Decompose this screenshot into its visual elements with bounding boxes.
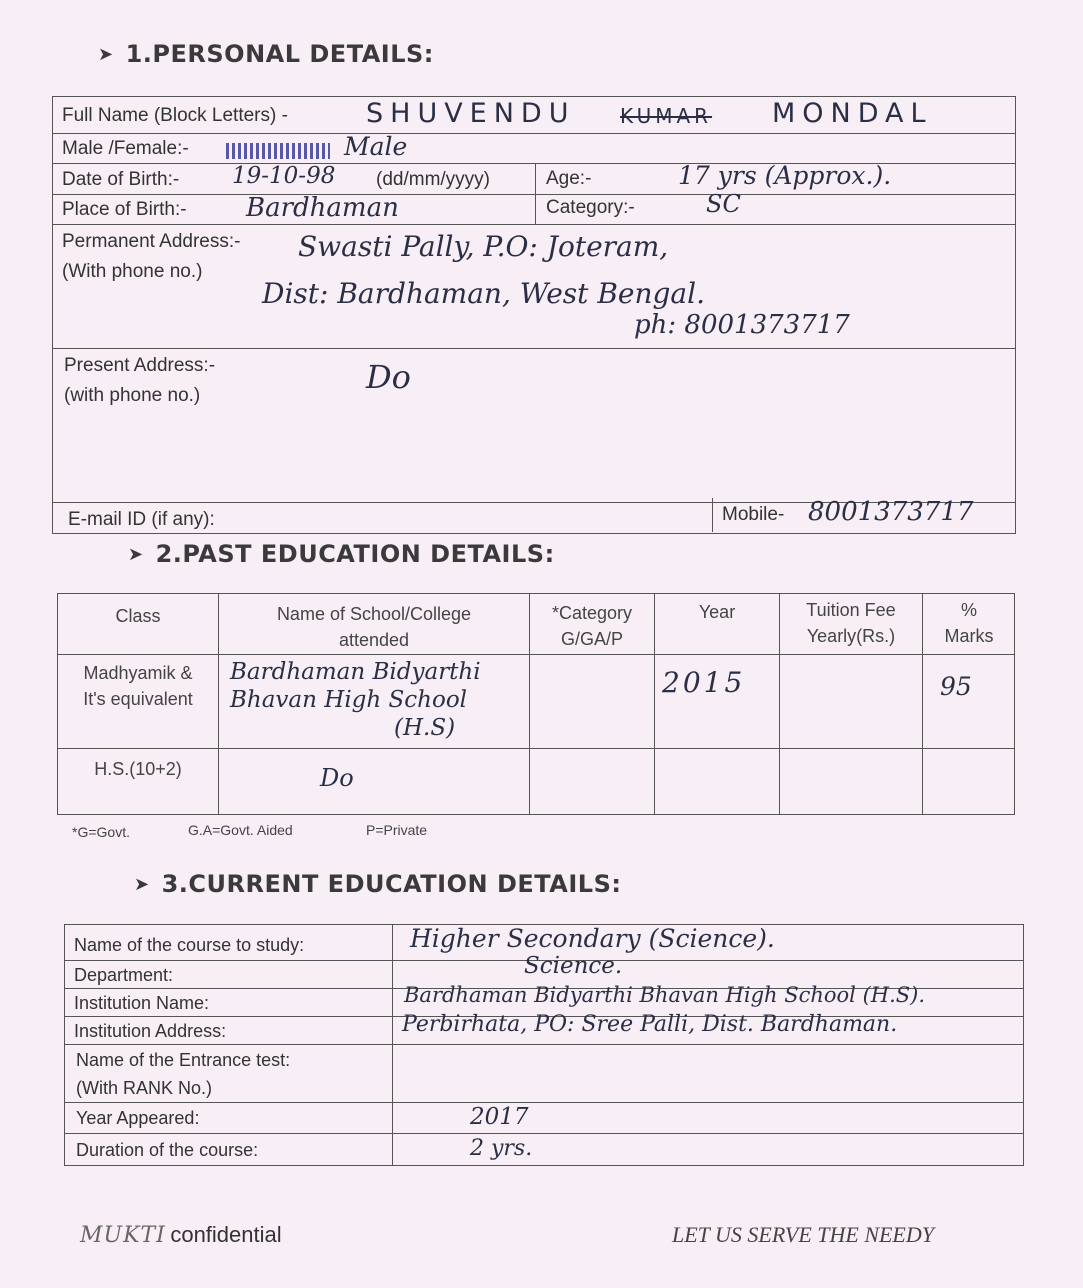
scribble-mark bbox=[226, 143, 330, 159]
present-address-value: Do bbox=[366, 358, 411, 396]
mobile-value: 8001373717 bbox=[808, 497, 974, 527]
year-appeared-value: 2017 bbox=[470, 1104, 529, 1130]
column-header-class: Class bbox=[115, 606, 161, 626]
gender-value: Male bbox=[344, 132, 408, 161]
email-label: E-mail ID (if any): bbox=[68, 509, 215, 530]
footnote-private: P=Private bbox=[366, 822, 428, 838]
table-row-madhyamik-year: 2015 bbox=[662, 666, 746, 699]
arrow-bullet-icon: ➤ bbox=[134, 874, 150, 895]
full-name-last: MONDAL bbox=[772, 98, 933, 129]
age-value: 17 yrs (Approx.). bbox=[678, 161, 892, 190]
category-label: Category:- bbox=[546, 197, 635, 218]
institution-value: Bardhaman Bidyarthi Bhavan High School (H.S). bbox=[404, 983, 926, 1007]
arrow-bullet-icon: ➤ bbox=[128, 544, 144, 565]
table-row-hs-class: H.S.(10+2) bbox=[94, 759, 182, 779]
duration-value: 2 yrs. bbox=[470, 1136, 533, 1161]
full-name-struck: KUMAR bbox=[620, 104, 713, 128]
mobile-label: Mobile- bbox=[722, 504, 785, 525]
section-heading-current-education: ➤ 3.CURRENT EDUCATION DETAILS: bbox=[134, 870, 622, 898]
full-name-label: Full Name (Block Letters) - bbox=[62, 105, 288, 126]
department-value: Science. bbox=[524, 953, 623, 979]
section-heading-personal: ➤ 1.PERSONAL DETAILS: bbox=[98, 40, 434, 68]
column-header-school: Name of School/College attended bbox=[276, 604, 472, 650]
institution-label: Institution Name: bbox=[74, 993, 210, 1013]
dob-value: 19-10-98 bbox=[232, 163, 336, 189]
table-row-madhyamik-class: Madhyamik & It's equivalent bbox=[83, 663, 193, 709]
pob-label: Place of Birth:- bbox=[62, 199, 187, 220]
permanent-address-phone: ph: 8001373717 bbox=[634, 310, 850, 340]
table-row-hs-school: Do bbox=[320, 764, 354, 792]
entrance-test-label: Name of the Entrance test: (With RANK No.) bbox=[76, 1050, 291, 1098]
column-header-marks: % Marks bbox=[944, 600, 994, 646]
brand-suffix: confidential bbox=[170, 1222, 282, 1247]
age-label: Age:- bbox=[546, 168, 592, 189]
column-header-tuition-fee: Tuition Fee Yearly(Rs.) bbox=[806, 600, 896, 646]
duration-label: Duration of the course: bbox=[76, 1140, 259, 1160]
permanent-address-line1: Swasti Pally, P.O: Joteram, bbox=[298, 230, 669, 263]
course-label: Name of the course to study: bbox=[74, 935, 305, 955]
permanent-address-line2: Dist: Bardhaman, West Bengal. bbox=[262, 277, 705, 310]
institution-address-value: Perbirhata, PO: Sree Palli, Dist. Bardhaman. bbox=[402, 1012, 898, 1037]
footnote-govt-aided: G.A=Govt. Aided bbox=[188, 822, 293, 838]
column-header-category: *Category G/GA/P bbox=[551, 603, 633, 649]
pob-value: Bardhaman bbox=[246, 193, 399, 223]
full-name-first: SHUVENDU bbox=[366, 98, 576, 129]
permanent-address-label: Permanent Address:- (With phone no.) bbox=[62, 231, 241, 282]
arrow-bullet-icon: ➤ bbox=[98, 44, 114, 65]
gender-label: Male /Female:- bbox=[62, 138, 189, 159]
course-value: Higher Secondary (Science). bbox=[410, 924, 775, 953]
category-value: SC bbox=[706, 190, 741, 218]
footnote-govt: *G=Govt. bbox=[72, 824, 130, 840]
brand-name: MUKTI bbox=[80, 1223, 166, 1248]
institution-address-label: Institution Address: bbox=[74, 1021, 227, 1041]
present-address-label: Present Address:- (with phone no.) bbox=[64, 355, 216, 406]
department-label: Department: bbox=[74, 965, 174, 985]
year-appeared-label: Year Appeared: bbox=[76, 1108, 200, 1128]
column-header-year: Year bbox=[698, 602, 736, 622]
dob-label: Date of Birth:- bbox=[62, 169, 180, 190]
table-row-madhyamik-school: Bardhaman Bidyarthi Bhavan High School (H.S) bbox=[230, 659, 481, 741]
section-heading-past-education: ➤ 2.PAST EDUCATION DETAILS: bbox=[128, 540, 555, 568]
table-row-madhyamik-marks: 95 bbox=[940, 672, 972, 701]
footer-confidential bbox=[80, 1222, 282, 1248]
footer-tagline: LET US SERVE THE NEEDY bbox=[672, 1222, 934, 1247]
dob-format: (dd/mm/yyyy) bbox=[376, 169, 490, 190]
